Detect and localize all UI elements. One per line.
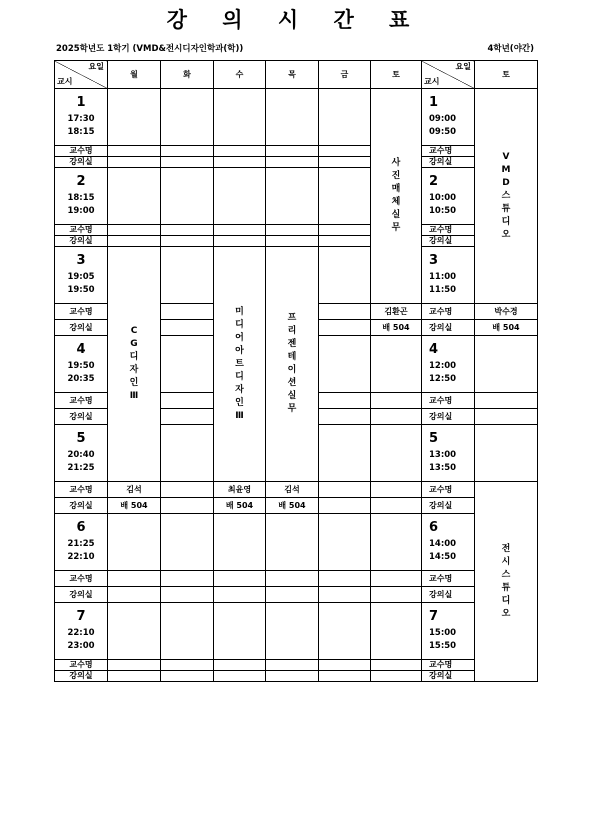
corner-day-label: 요일	[455, 62, 471, 71]
period-number: 1	[76, 95, 86, 110]
professor-row	[55, 660, 538, 671]
professor-sat: 김환곤	[371, 304, 422, 320]
empty-cell	[319, 482, 371, 498]
row-label-room: 강의실	[422, 409, 475, 425]
period-number: 6	[76, 520, 86, 535]
course-sat-day1	[475, 89, 538, 304]
empty-cell	[266, 168, 319, 225]
row-label-room: 강의실	[422, 671, 475, 682]
empty-cell	[214, 587, 266, 603]
row-label-room: 강의실	[422, 157, 475, 168]
professor-row	[55, 146, 538, 157]
corner-header-right	[422, 61, 475, 89]
empty-cell	[108, 157, 161, 168]
grade-info: 4학년(야간)	[487, 44, 534, 54]
period-start: 10:00	[429, 193, 457, 203]
empty-cell	[371, 660, 422, 671]
empty-cell	[371, 671, 422, 682]
row-label-professor: 교수명	[422, 482, 475, 498]
empty-cell	[371, 482, 422, 498]
corner-header-left	[55, 61, 108, 89]
empty-cell	[161, 146, 214, 157]
period-end: 22:10	[67, 552, 95, 562]
empty-cell	[108, 603, 161, 660]
empty-cell	[319, 225, 371, 236]
period-end: 21:25	[67, 463, 95, 473]
day-header-sat: 토	[371, 61, 422, 89]
empty-cell	[108, 671, 161, 682]
professor-mon: 김석	[108, 482, 161, 498]
course-wed-title: 미디어아트디자인Ⅲ	[235, 306, 244, 421]
row-label-room: 강의실	[55, 498, 108, 514]
empty-cell	[266, 587, 319, 603]
empty-cell	[319, 393, 371, 409]
empty-cell	[108, 236, 161, 247]
empty-cell	[371, 409, 422, 425]
empty-cell	[161, 304, 214, 320]
period-end: 15:50	[429, 641, 457, 651]
course-mon-title: CG디자인Ⅲ	[129, 326, 139, 401]
empty-cell	[266, 514, 319, 571]
empty-cell	[161, 168, 214, 225]
period-cell-left	[55, 247, 108, 304]
period-number: 4	[76, 342, 86, 357]
empty-cell	[266, 89, 319, 146]
empty-cell	[161, 514, 214, 571]
period-end: 10:50	[429, 206, 457, 216]
empty-cell	[214, 603, 266, 660]
room-row	[55, 157, 538, 168]
row-label-professor: 교수명	[422, 571, 475, 587]
row-label-professor: 교수명	[422, 146, 475, 157]
empty-cell	[161, 393, 214, 409]
empty-cell	[266, 236, 319, 247]
empty-cell	[319, 603, 371, 660]
period-start: 18:15	[67, 193, 95, 203]
period-end: 09:50	[429, 127, 457, 137]
professor-sat-day1: 박수경	[475, 304, 538, 320]
period-end: 18:15	[67, 127, 95, 137]
professor-row	[55, 571, 538, 587]
period-number: 2	[76, 174, 86, 189]
empty-cell	[319, 236, 371, 247]
empty-cell	[319, 425, 371, 482]
semester-info: 2025학년도 1학기 (VMD&전시디자인학과(학))	[56, 44, 244, 54]
day-header-sat-day: 토	[475, 61, 538, 89]
row-label-room: 강의실	[55, 157, 108, 168]
course-sat	[371, 89, 422, 304]
empty-cell	[214, 514, 266, 571]
empty-cell	[319, 409, 371, 425]
empty-cell	[266, 660, 319, 671]
empty-cell	[108, 146, 161, 157]
corner-period-label: 교시	[57, 77, 73, 86]
empty-cell	[319, 146, 371, 157]
empty-cell	[214, 236, 266, 247]
empty-cell	[319, 247, 371, 304]
period-cell-left	[55, 514, 108, 571]
empty-cell	[108, 225, 161, 236]
period-start: 12:00	[429, 361, 457, 371]
row-label-room: 강의실	[55, 320, 108, 336]
empty-cell	[319, 498, 371, 514]
period-number: 5	[76, 431, 86, 446]
period-start: 19:50	[67, 361, 95, 371]
empty-cell	[371, 336, 422, 393]
period-row	[55, 247, 538, 304]
empty-cell	[266, 671, 319, 682]
empty-cell	[214, 146, 266, 157]
row-label-room: 강의실	[55, 236, 108, 247]
professor-wed: 최윤영	[214, 482, 266, 498]
row-label-professor: 교수명	[55, 571, 108, 587]
course-sat-title: 사진매체실무	[391, 158, 401, 233]
day-header-fri: 금	[319, 61, 371, 89]
empty-cell	[161, 571, 214, 587]
empty-cell	[266, 225, 319, 236]
empty-cell	[161, 482, 214, 498]
room-mon: 배 504	[108, 498, 161, 514]
course-mon	[108, 247, 161, 482]
day-header-thu: 목	[266, 61, 319, 89]
empty-cell	[371, 393, 422, 409]
room-sat: 배 504	[371, 320, 422, 336]
room-row	[55, 498, 538, 514]
period-cell-left	[55, 89, 108, 146]
empty-cell	[161, 498, 214, 514]
empty-cell	[371, 603, 422, 660]
empty-cell	[266, 603, 319, 660]
empty-cell	[161, 671, 214, 682]
period-number: 3	[429, 253, 439, 268]
row-label-professor: 교수명	[422, 660, 475, 671]
course-wed	[214, 247, 266, 482]
empty-cell	[266, 157, 319, 168]
empty-cell	[371, 571, 422, 587]
course-sat-day1-title: VMD스튜디오	[501, 151, 511, 240]
period-start: 15:00	[429, 628, 457, 638]
empty-cell	[371, 425, 422, 482]
period-number: 2	[429, 174, 439, 189]
period-start: 20:40	[67, 450, 95, 460]
empty-cell	[475, 393, 538, 409]
timetable	[54, 60, 538, 682]
empty-cell	[266, 571, 319, 587]
room-wed: 배 504	[214, 498, 266, 514]
period-cell-right	[422, 336, 475, 393]
row-label-room: 강의실	[55, 671, 108, 682]
empty-cell	[214, 89, 266, 146]
period-number: 7	[429, 609, 439, 624]
empty-cell	[161, 236, 214, 247]
period-end: 14:50	[429, 552, 457, 562]
empty-cell	[319, 168, 371, 225]
empty-cell	[161, 225, 214, 236]
row-label-professor: 교수명	[422, 225, 475, 236]
row-label-professor: 교수명	[55, 393, 108, 409]
course-thu	[266, 247, 319, 482]
empty-cell	[161, 89, 214, 146]
period-cell-right	[422, 168, 475, 225]
empty-cell	[161, 247, 214, 304]
period-start: 21:25	[67, 539, 95, 549]
day-header-tue: 화	[161, 61, 214, 89]
empty-cell	[161, 660, 214, 671]
row-label-room: 강의실	[55, 587, 108, 603]
empty-cell	[319, 320, 371, 336]
period-row	[55, 514, 538, 571]
room-row	[55, 236, 538, 247]
period-end: 12:50	[429, 374, 457, 384]
period-row	[55, 168, 538, 225]
row-label-room: 강의실	[422, 498, 475, 514]
period-cell-left	[55, 603, 108, 660]
empty-cell	[214, 168, 266, 225]
corner-day-label: 요일	[88, 62, 104, 71]
period-cell-right	[422, 514, 475, 571]
period-row	[55, 603, 538, 660]
period-cell-right	[422, 603, 475, 660]
empty-cell	[108, 660, 161, 671]
empty-cell	[108, 89, 161, 146]
empty-cell	[319, 660, 371, 671]
row-label-professor: 교수명	[422, 304, 475, 320]
row-label-room: 강의실	[422, 236, 475, 247]
period-end: 20:35	[67, 374, 95, 384]
empty-cell	[319, 514, 371, 571]
period-cell-right	[422, 89, 475, 146]
day-header-mon: 월	[108, 61, 161, 89]
empty-cell	[108, 587, 161, 603]
room-row	[55, 671, 538, 682]
empty-cell	[319, 304, 371, 320]
period-end: 19:50	[67, 285, 95, 295]
period-start: 19:05	[67, 272, 95, 282]
empty-cell	[108, 571, 161, 587]
empty-cell	[475, 425, 538, 482]
period-number: 6	[429, 520, 439, 535]
room-thu: 배 504	[266, 498, 319, 514]
empty-cell	[319, 157, 371, 168]
period-start: 22:10	[67, 628, 95, 638]
empty-cell	[161, 336, 214, 393]
row-label-professor: 교수명	[422, 393, 475, 409]
empty-cell	[475, 336, 538, 393]
course-thu-title: 프리젠테이션실무	[287, 313, 297, 414]
period-end: 19:00	[67, 206, 95, 216]
room-row	[55, 587, 538, 603]
period-start: 11:00	[429, 272, 457, 282]
empty-cell	[214, 157, 266, 168]
row-label-professor: 교수명	[55, 304, 108, 320]
empty-cell	[161, 587, 214, 603]
empty-cell	[108, 168, 161, 225]
day-header-wed: 수	[214, 61, 266, 89]
empty-cell	[161, 409, 214, 425]
period-start: 14:00	[429, 539, 457, 549]
empty-cell	[319, 571, 371, 587]
header-row	[55, 61, 538, 89]
row-label-room: 강의실	[55, 409, 108, 425]
row-label-professor: 교수명	[55, 146, 108, 157]
corner-period-label: 교시	[424, 77, 440, 86]
empty-cell	[161, 157, 214, 168]
empty-cell	[319, 89, 371, 146]
empty-cell	[214, 660, 266, 671]
professor-row	[55, 482, 538, 498]
professor-thu: 김석	[266, 482, 319, 498]
empty-cell	[475, 409, 538, 425]
course-sat-day2	[475, 482, 538, 682]
empty-cell	[108, 514, 161, 571]
empty-cell	[161, 603, 214, 660]
period-cell-left	[55, 425, 108, 482]
period-number: 1	[429, 95, 439, 110]
row-label-room: 강의실	[422, 587, 475, 603]
row-label-professor: 교수명	[55, 482, 108, 498]
professor-row	[55, 225, 538, 236]
row-label-professor: 교수명	[55, 225, 108, 236]
period-start: 09:00	[429, 114, 457, 124]
period-number: 3	[76, 253, 86, 268]
empty-cell	[319, 336, 371, 393]
period-number: 7	[76, 609, 86, 624]
page-title: 강 의 시 간 표	[166, 8, 424, 32]
empty-cell	[214, 671, 266, 682]
period-cell-right	[422, 425, 475, 482]
period-end: 11:50	[429, 285, 457, 295]
empty-cell	[371, 498, 422, 514]
period-end: 13:50	[429, 463, 457, 473]
empty-cell	[371, 514, 422, 571]
row-label-room: 강의실	[422, 320, 475, 336]
empty-cell	[319, 671, 371, 682]
empty-cell	[266, 146, 319, 157]
row-label-professor: 교수명	[55, 660, 108, 671]
period-start: 17:30	[67, 114, 95, 124]
period-start: 13:00	[429, 450, 457, 460]
period-cell-left	[55, 168, 108, 225]
empty-cell	[319, 587, 371, 603]
room-sat-day1: 배 504	[475, 320, 538, 336]
period-cell-right	[422, 247, 475, 304]
period-number: 5	[429, 431, 439, 446]
period-number: 4	[429, 342, 439, 357]
empty-cell	[161, 320, 214, 336]
empty-cell	[371, 587, 422, 603]
empty-cell	[214, 571, 266, 587]
period-cell-left	[55, 336, 108, 393]
period-row	[55, 89, 538, 146]
period-end: 23:00	[67, 641, 95, 651]
empty-cell	[214, 225, 266, 236]
empty-cell	[161, 425, 214, 482]
course-sat-day2-title: 전시스튜디오	[501, 543, 511, 619]
